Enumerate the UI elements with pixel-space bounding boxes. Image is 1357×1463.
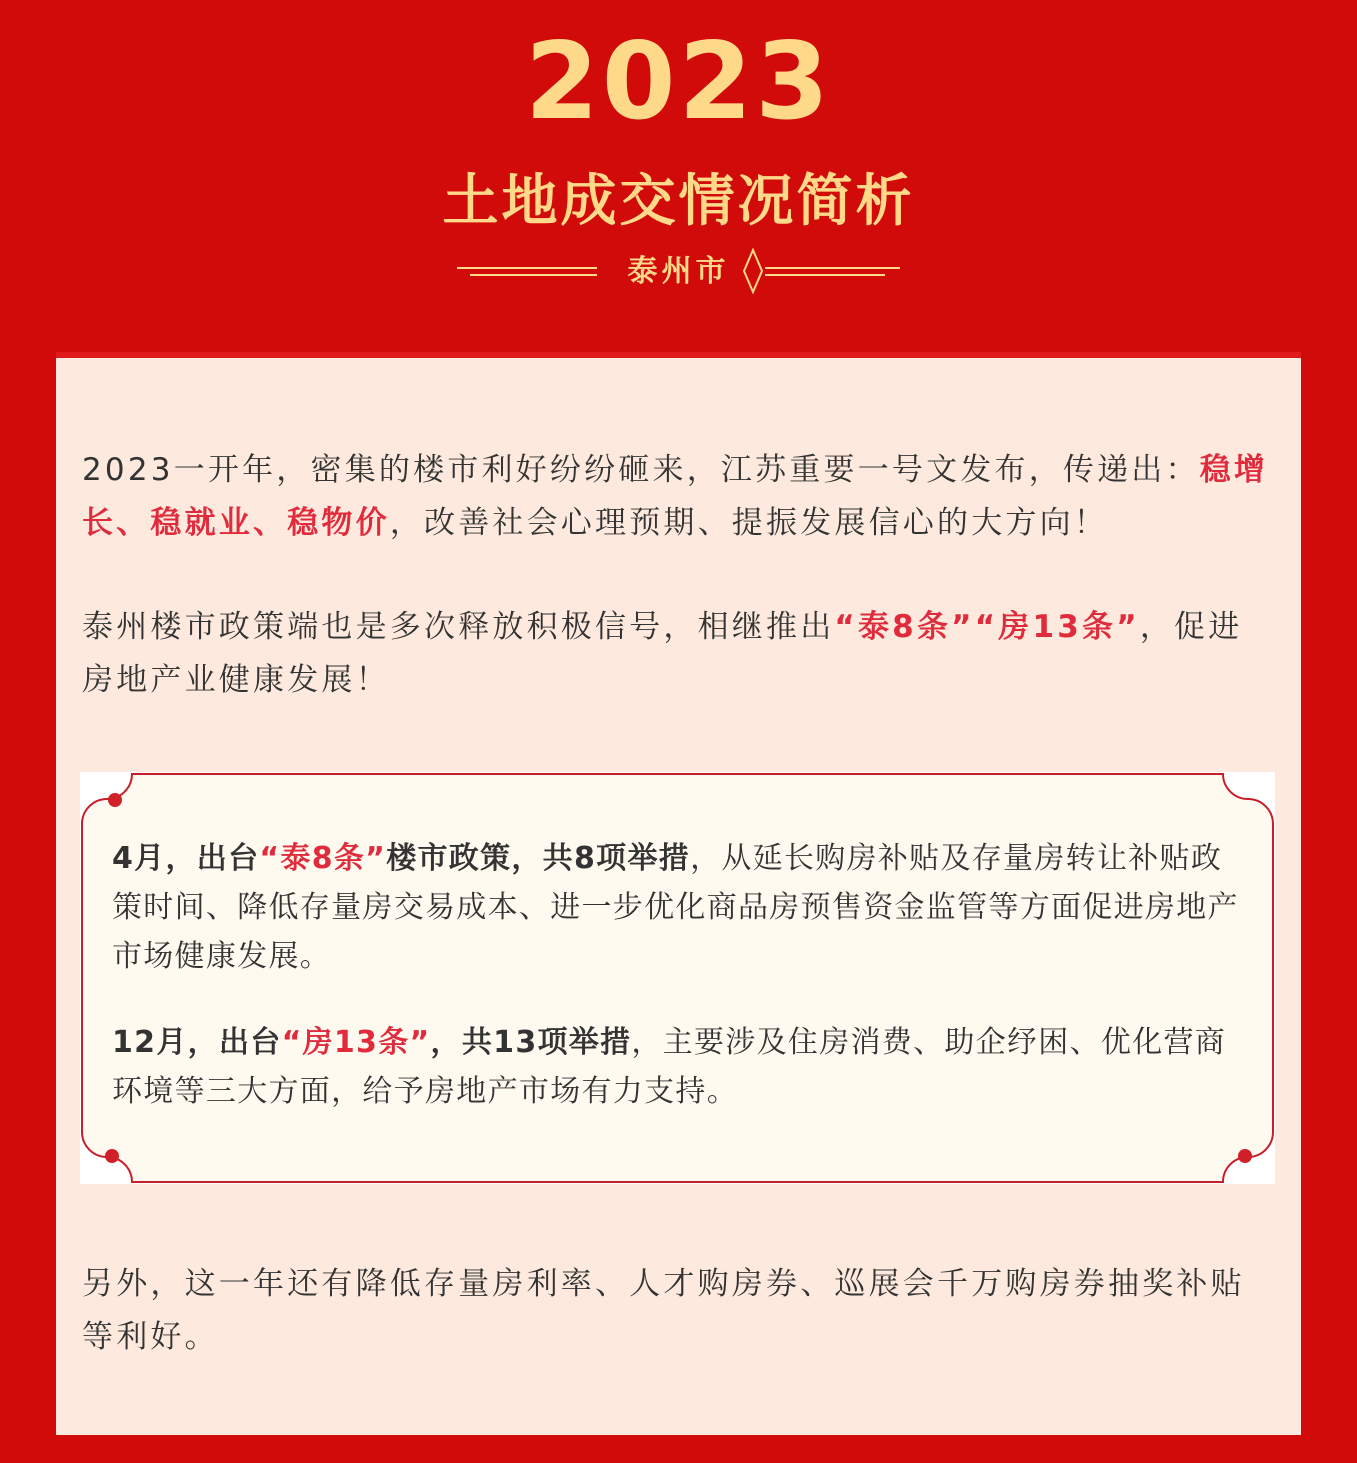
page-title: 土地成交情况简析 [442, 169, 915, 234]
intro-paragraph-1: 2023一开年，密集的楼市利好纷纷砸来，江苏重要一号文发布，传递出：稳增长、稳就业、稳物价，改善社会心理预期、提振发展信心的大方向！ [82, 452, 1269, 541]
content-card [56, 352, 1301, 1435]
highlight-slogan: 稳增长、稳就业、稳物价 [82, 452, 1269, 541]
policy-item-april: 4月，出台“泰8条”楼市政策，共8项举措，从延长购房补贴及存量房转让补贴政策时间、降低存量房交易成本、进一步优化商品房预售资金监管等方面促进房地产市场健康发展。 [112, 841, 1239, 974]
corner-dot-icon [1238, 1149, 1252, 1163]
corner-dot-icon [105, 1149, 119, 1163]
intro-paragraph-2: 泰州楼市政策端也是多次释放积极信号，相继推出“泰8条”“房13条”，促进房地产业健康发展！ [82, 609, 1243, 698]
highlight-policies: “泰8条”“房13条” [834, 609, 1140, 645]
year-heading: 2023 [524, 20, 833, 143]
corner-dot-icon [108, 793, 122, 807]
policy-item-december: 12月，出台“房13条”，共13项举措，主要涉及住房消费、助企纾困、优化营商环境等三大方面，给予房地产市场有力支持。 [112, 1025, 1227, 1109]
policy-frame [80, 772, 1275, 1184]
city-label: 泰州市 [627, 254, 730, 289]
closing-paragraph: 另外，这一年还有降低存量房利率、人才购房券、巡展会千万购房券抽奖补贴等利好。 [82, 1266, 1245, 1355]
city-subtitle-row [0, 248, 1357, 298]
